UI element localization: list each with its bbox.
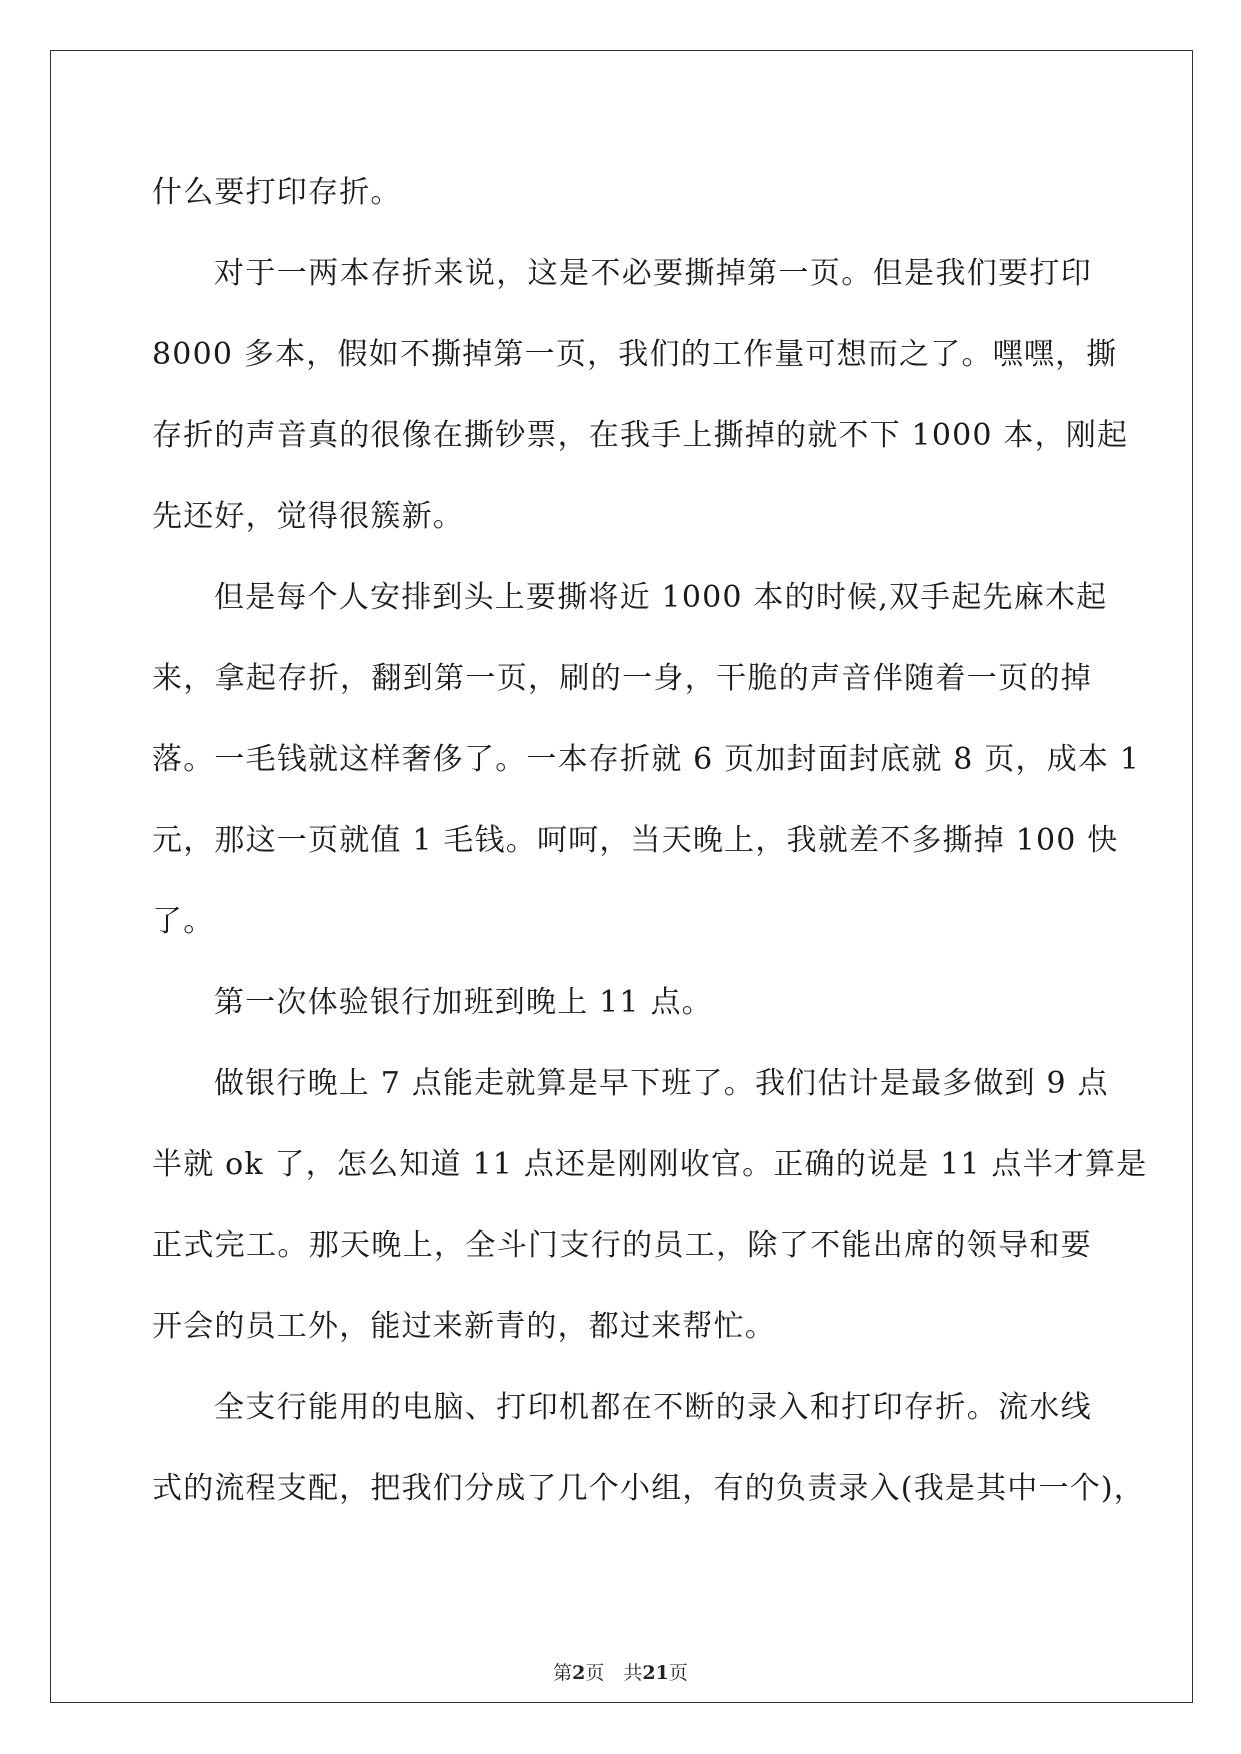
footer-total-pages: 21	[642, 1662, 669, 1684]
text-line: 做银行晚上 7 点能走就算是早下班了。我们估计是最多做到 9 点	[214, 1066, 1109, 1101]
text-line: 第一次体验银行加班到晚上 11 点。	[214, 985, 713, 1020]
text-line: 元，那这一页就值 1 毛钱。呵呵，当天晚上，我就差不多撕掉 100 快	[152, 823, 1119, 858]
text-line: 8000 多本，假如不撕掉第一页，我们的工作量可想而之了。嘿嘿，撕	[152, 337, 1118, 372]
text-line: 先还好，觉得很簇新。	[152, 499, 464, 534]
footer-prefix: 第	[553, 1662, 573, 1684]
text-line: 式的流程支配，把我们分成了几个小组，有的负责录入(我是其中一个)，	[152, 1471, 1146, 1506]
text-line: 了。	[152, 904, 215, 939]
footer-mid: 页 共	[585, 1662, 643, 1684]
text-line: 来，拿起存折，翻到第一页，刷的一身，干脆的声音伴随着一页的掉	[152, 661, 1092, 696]
text-line: 全支行能用的电脑、打印机都在不断的录入和打印存折。流水线	[214, 1390, 1092, 1425]
footer-suffix: 页	[668, 1662, 688, 1684]
text-line: 存折的声音真的很像在撕钞票，在我手上撕掉的就不下 1000 本，刚起	[152, 418, 1129, 453]
text-line: 但是每个人安排到头上要撕将近 1000 本的时候,双手起先麻木起	[214, 580, 1108, 615]
text-line: 落。一毛钱就这样奢侈了。一本存折就 6 页加封面封底就 8 页，成本 1	[152, 742, 1141, 777]
text-line: 什么要打印存折。	[152, 175, 402, 210]
footer-page-number: 2	[572, 1662, 586, 1684]
text-line: 半就 ok 了，怎么知道 11 点还是刚刚收官。正确的说是 11 点半才算是	[152, 1147, 1148, 1182]
document-body	[152, 152, 1148, 1529]
text-line: 正式完工。那天晚上，全斗门支行的员工，除了不能出席的领导和要	[152, 1228, 1092, 1263]
text-line: 对于一两本存折来说，这是不必要撕掉第一页。但是我们要打印	[214, 256, 1092, 291]
page-footer	[0, 1658, 1241, 1685]
text-line: 开会的员工外，能过来新青的，都过来帮忙。	[152, 1309, 776, 1344]
